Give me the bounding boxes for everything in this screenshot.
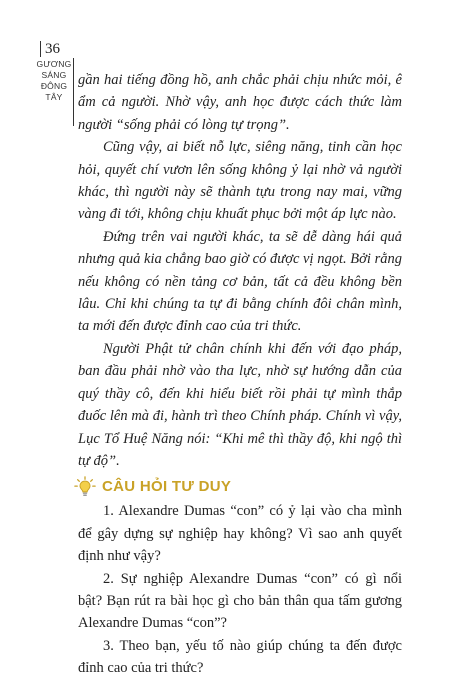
question-item: 3. Theo bạn, yếu tố nào giúp chúng ta đến được đỉnh cao của tri thức? xyxy=(78,637,402,677)
lightbulb-icon xyxy=(74,476,96,498)
question-item: 2. Sự nghiệp Alexandre Dumas “con” có gì nổi bật? Bạn rút ra bài học gì cho bản thân qua tấm gương Alexandre Dumas “con”? xyxy=(78,570,402,632)
book-title-line: GƯƠNG xyxy=(36,59,72,69)
book-title-line: ĐÔNG xyxy=(40,81,68,91)
body-paragraph: Cũng vậy, ai biết nỗ lực, siêng năng, tinh cần học hỏi, quyết chí vươn lên sống không ỷ lại nhờ vả người khác, thì người này sẽ thành tựu trong nay mai, vững vàng đi tới, không chịu khuất phục bởi một áp lực nào. xyxy=(78,139,402,223)
book-title-line: TÂY xyxy=(45,92,63,102)
question-item: 1. Alexandre Dumas “con” có ỷ lại vào cha mình để gây dựng sự nghiệp hay không? Vì sao anh quyết định như vậy? xyxy=(78,503,402,565)
section-header xyxy=(78,476,402,498)
book-title-vertical xyxy=(34,59,74,103)
book-title-line: SÁNG xyxy=(41,70,67,80)
page-body xyxy=(78,69,402,680)
body-paragraph: Người Phật tử chân chính khi đến với đạo pháp, ban đầu phải nhờ vào tha lực, nhờ sự hướng dẫn của quý thầy cô, đến khi hiểu biết rồi phải tự mình thắp đuốc lên mà đi, hành trì theo Chính pháp. Chính vì vậy, Lục Tổ Huệ Năng nói: “Khi mê thì thầy độ, khi ngộ thì tự độ”. xyxy=(78,340,402,469)
body-paragraph: Đứng trên vai người khác, ta sẽ dễ dàng hái quả nhưng quả kia chẳng bao giờ có được vị ngọt. Bởi rằng nếu không có nền tảng cơ bản, tất cả đều không bền lâu. Chỉ khi chúng ta tự đi bằng chính đôi chân mình, ta mới đến được đỉnh cao của tri thức. xyxy=(78,228,402,335)
section-title: CÂU HỎI TƯ DUY xyxy=(102,478,232,496)
side-divider xyxy=(73,58,74,126)
page-number: 36 xyxy=(40,41,60,57)
body-paragraph: gần hai tiếng đồng hồ, anh chắc phải chịu nhức mỏi, ê ẩm cả người. Nhờ vậy, anh học được cách thức làm người “sống phải có lòng tự trọng”. xyxy=(78,72,402,133)
